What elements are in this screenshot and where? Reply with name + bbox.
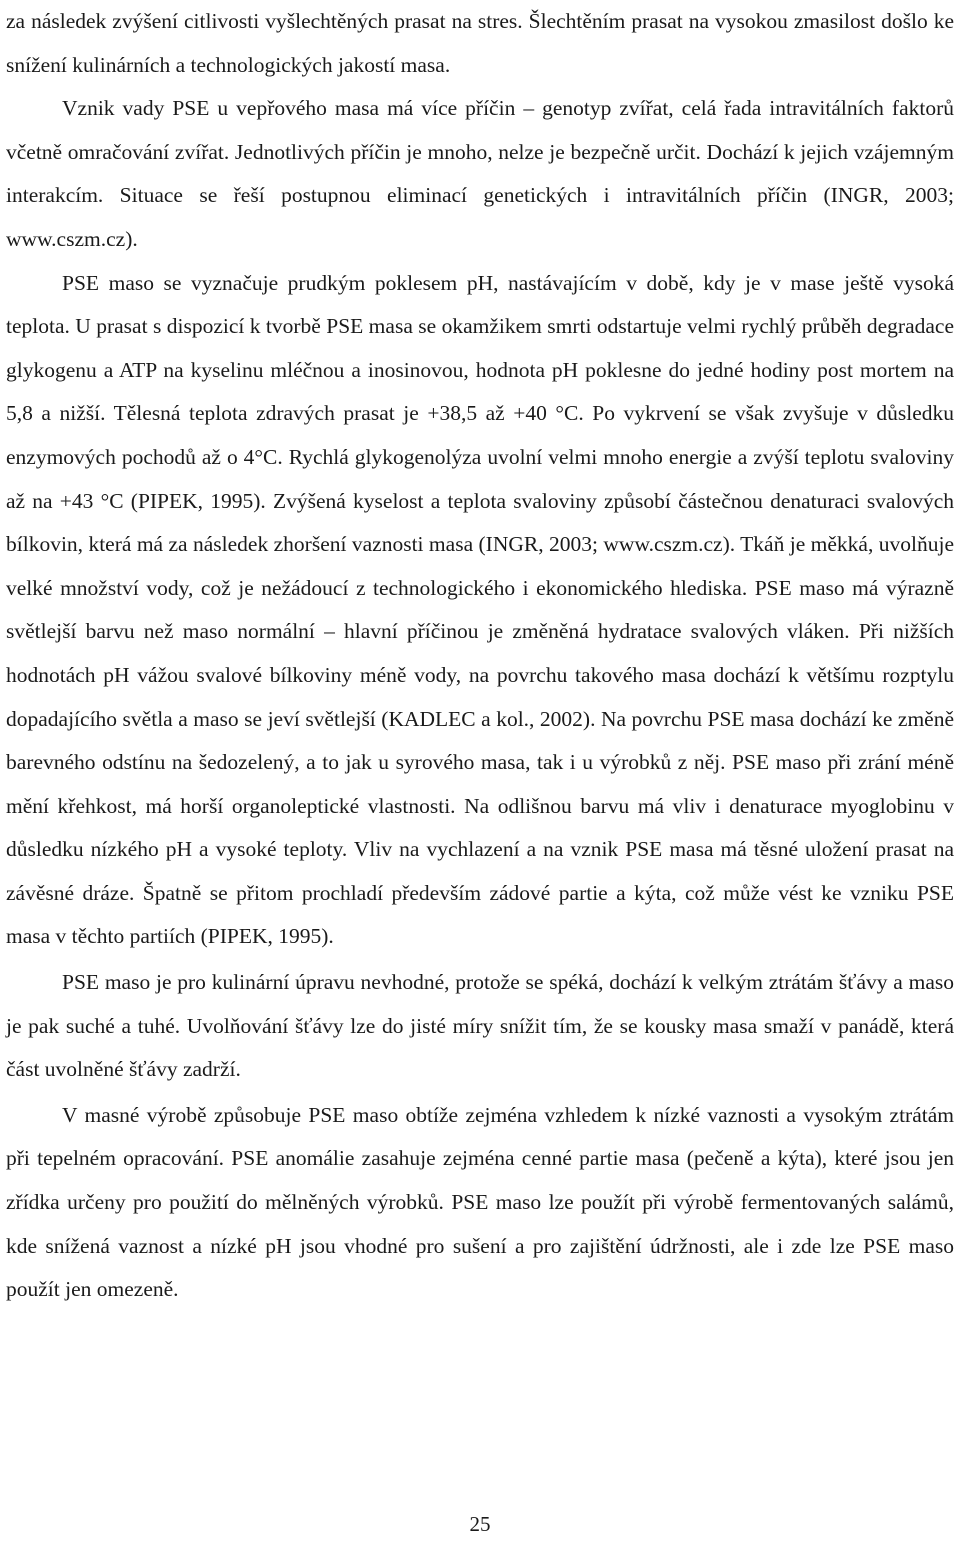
body-text	[6, 0, 954, 1312]
paragraph-1: za následek zvýšení citlivosti vyšlechtěných prasat na stres. Šlechtěním prasat na vysokou zmasilost došlo ke snížení kulinárních a technologických jakostí masa.	[6, 9, 954, 77]
paragraph-5: V masné výrobě způsobuje PSE maso obtíže zejména vzhledem k nízké vaznosti a vysokým ztrátám při tepelném opracování. PSE anomálie zasahuje zejména cenné partie masa (pečeně a kýta), které jsou jen zřídka určeny pro použití do mělněných výrobků. PSE maso lze použít při výrobě fermentovaných salámů, kde snížená vaznost a nízké pH jsou vhodné pro sušení a pro zajištění údržnosti, ale i zde lze PSE maso použít jen omezeně.	[6, 1102, 954, 1302]
paragraph-3: PSE maso se vyznačuje prudkým poklesem pH, nastávajícím v době, kdy je v mase ještě vysoká teplota. U prasat s dispozicí k tvorbě PSE masa se okamžikem smrti odstartuje velmi rychlý průběh degradace glykogenu a ATP na kyselinu mléčnou a inosinovou, hodnota pH poklesne do jedné hodiny post mortem na 5,8 a nižší. Tělesná teplota zdravých prasat je +38,5 až +40 °C. Po vykrvení se však zvyšuje v důsledku enzymových pochodů až o 4°C. Rychlá glykogenolýza uvolní velmi mnoho energie a zvýší teplotu svaloviny až na +43 °C (PIPEK, 1995). Zvýšená kyselost a teplota svaloviny způsobí částečnou denaturaci svalových bílkovin, která má za následek zhoršení vaznosti masa (INGR, 2003; www.cszm.cz). Tkáň je měkká, uvolňuje velké množství vody, což je nežádoucí z technologického i ekonomického hlediska. PSE maso má výrazně světlejší barvu než maso normální – hlavní příčinou je změněná hydratace svalových vláken. Při nižších hodnotách pH vážou svalové bílkoviny méně vody, na povrchu takového masa dochází k většímu rozptylu dopadajícího světla a maso se jeví světlejší (KADLEC a kol., 2002). Na povrchu PSE masa dochází ke změně barevného odstínu na šedozelený, a to jak u syrového masa, tak i u výrobků z něj. PSE maso při zrání méně mění křehkost, má horší organoleptické vlastnosti. Na odlišnou barvu má vliv i denaturace myoglobinu v důsledku nízkého pH a vysoké teploty. Vliv na vychlazení a na vznik PSE masa má těsné uložení prasat na závěsné dráze. Špatně se přitom prochladí především zádové partie a kýta, což může vést ke vzniku PSE masa v těchto partiích (PIPEK, 1995).	[6, 270, 954, 949]
paragraph-2: Vznik vady PSE u vepřového masa má více příčin – genotyp zvířat, celá řada intravitálních faktorů včetně omračování zvířat. Jednotlivých příčin je mnoho, nelze je bezpečně určit. Dochází k jejich vzájemným interakcím. Situace se řeší postupnou eliminací genetických i intravitálních příčin (INGR, 2003; www.cszm.cz).	[6, 96, 954, 251]
paragraph-4: PSE maso je pro kulinární úpravu nevhodné, protože se spéká, dochází k velkým ztrátám šťávy a maso je pak suché a tuhé. Uvolňování šťávy lze do jisté míry snížit tím, že se kousky masa smaží v panádě, která část uvolněné šťávy zadrží.	[6, 970, 954, 1082]
page-number: 25	[469, 1512, 491, 1536]
